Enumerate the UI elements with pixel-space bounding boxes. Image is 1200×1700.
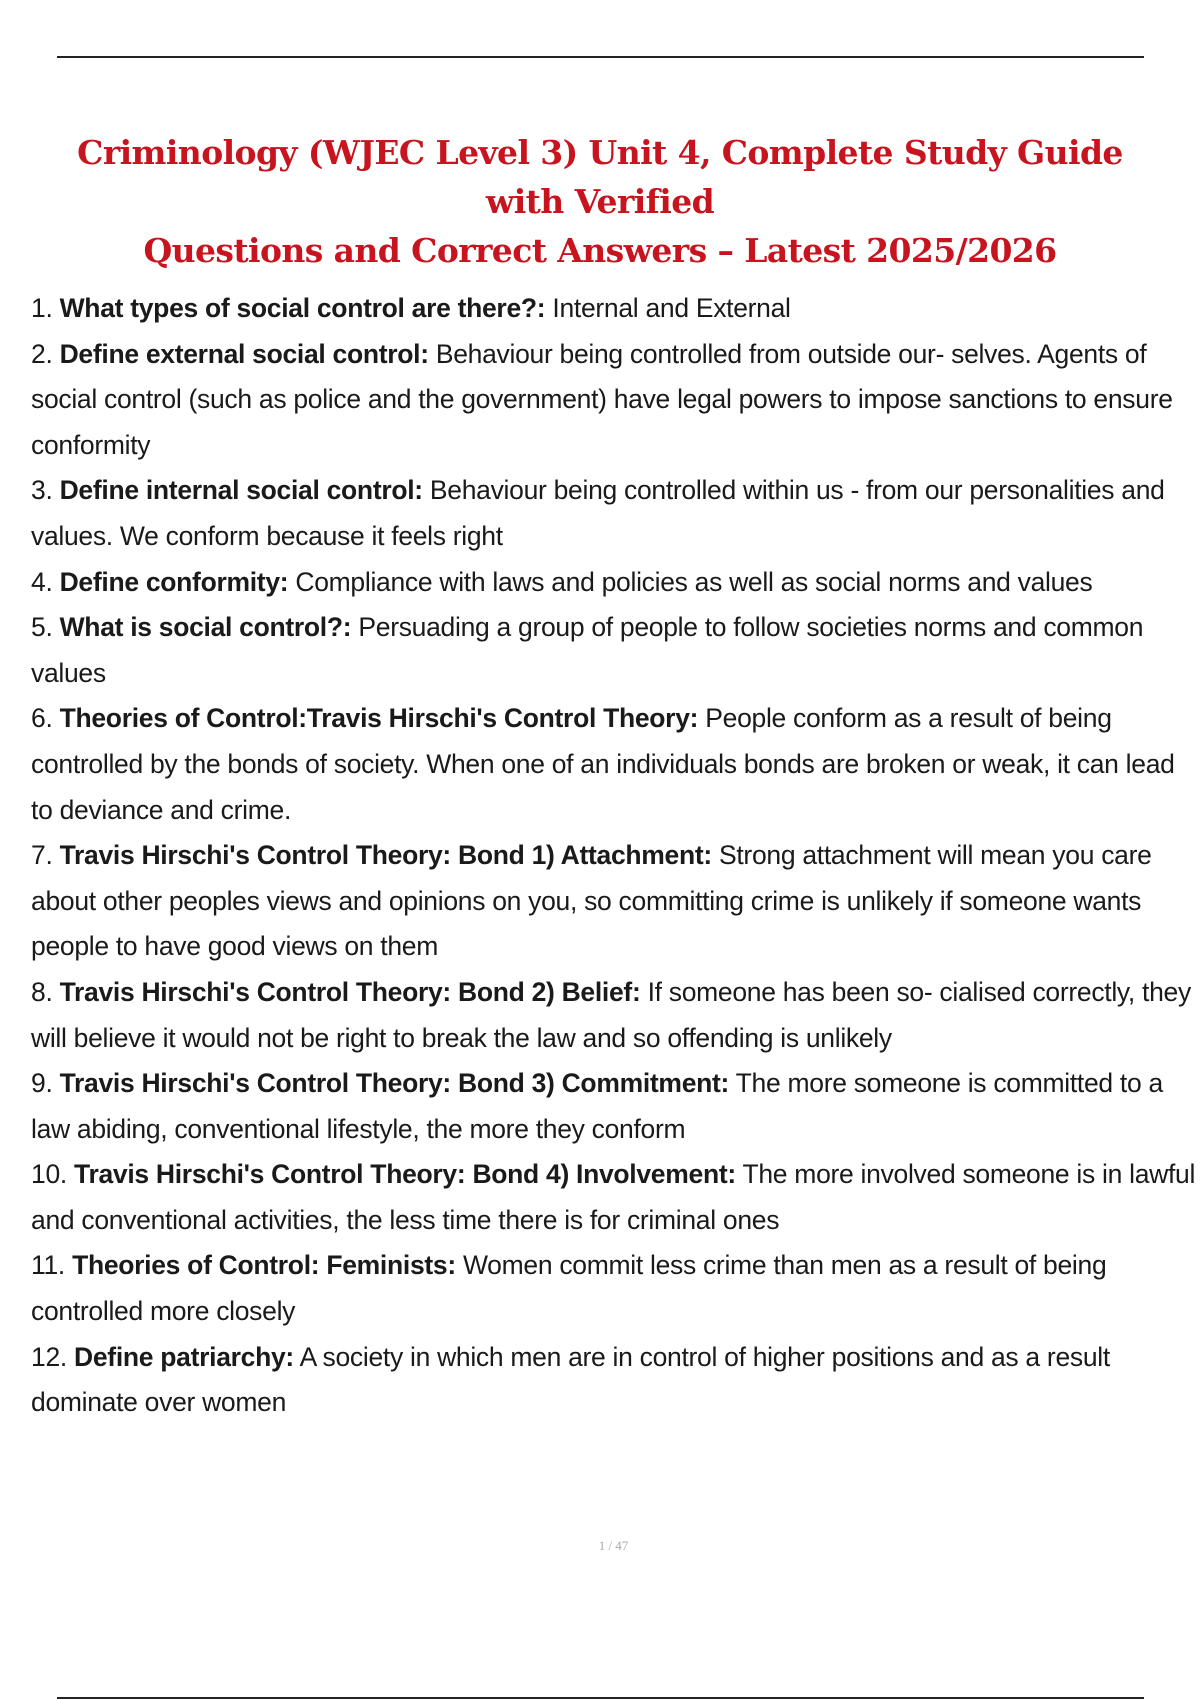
item-number: 12. <box>31 1341 67 1372</box>
item-question: What types of social control are there?: <box>59 293 546 323</box>
item-question: Define patriarchy: <box>74 1341 294 1372</box>
document-title <box>40 128 1160 275</box>
item-number: 1. <box>31 293 53 323</box>
top-rule <box>57 56 1144 58</box>
item-number: 10. <box>31 1159 67 1190</box>
item-answer: Behaviour being controlled from outside our- selves. Agents of social control (such as police and the government) have legal powers to impose sanctions to ensure conformity <box>31 338 1173 460</box>
title-line-2: Questions and Correct Answers – Latest 2025/2026 <box>143 231 1057 270</box>
item-question: Theories of Control:Travis Hirschi's Control Theory: <box>59 703 699 734</box>
item-answer: If someone has been so- cialised correctly, they will believe it would not be right to break the law and so offending is unlikely <box>31 976 1191 1053</box>
item-number: 8. <box>31 976 53 1007</box>
item-answer: The more involved someone is in lawful and conventional activities, the less time there is for criminal ones <box>31 1159 1196 1235</box>
item-number: 5. <box>31 612 53 643</box>
item-number: 4. <box>31 566 53 597</box>
item-number: 7. <box>31 840 53 871</box>
item-answer: The more someone is committed to a law abiding, conventional lifestyle, the more they conform <box>31 1068 1163 1144</box>
item-answer: Strong attachment will mean you care about other peoples views and opinions on you, so committing crime is unlikely if someone wants people to have good views on them <box>31 840 1152 962</box>
item-question: Travis Hirschi's Control Theory: Bond 2) Belief: <box>59 976 641 1007</box>
item-number: 11. <box>31 1250 65 1281</box>
qa-list <box>31 286 1196 1426</box>
item-answer: Women commit less crime than men as a result of being controlled more closely <box>31 1250 1107 1327</box>
qa-item-12 <box>31 1335 1196 1426</box>
qa-item-9 <box>31 1061 1196 1152</box>
item-number: 9. <box>31 1068 53 1099</box>
item-question: Travis Hirschi's Control Theory: Bond 4) Involvement: <box>74 1159 736 1190</box>
qa-item-8 <box>31 970 1196 1061</box>
item-answer: People conform as a result of being controlled by the bonds of society. When one of an individuals bonds are broken or weak, it can lead to deviance and crime. <box>31 703 1175 825</box>
qa-item-10 <box>31 1152 1196 1243</box>
item-question: Define external social control: <box>59 338 429 369</box>
item-answer: A society in which men are in control of higher positions and as a result dominate over women <box>31 1341 1110 1418</box>
item-answer: Internal and External <box>552 293 791 323</box>
qa-item-3 <box>31 468 1196 559</box>
qa-item-1 <box>31 286 1196 332</box>
item-question: What is social control?: <box>59 612 352 643</box>
qa-item-4 <box>31 560 1196 606</box>
qa-item-11 <box>31 1243 1196 1334</box>
item-answer: Compliance with laws and policies as well as social norms and values <box>295 566 1093 597</box>
qa-item-6 <box>31 696 1196 833</box>
item-number: 6. <box>31 703 53 734</box>
page-number: 1 / 47 <box>598 1538 629 1553</box>
qa-item-2 <box>31 332 1196 469</box>
qa-item-5 <box>31 605 1196 696</box>
qa-item-7 <box>31 833 1196 970</box>
item-answer: Behaviour being controlled within us - from our personalities and values. We conform because it feels right <box>31 475 1165 551</box>
title-line-1: Criminology (WJEC Level 3) Unit 4, Complete Study Guide with Verified <box>77 133 1123 221</box>
bottom-rule <box>57 1697 1144 1699</box>
item-question: Define internal social control: <box>59 475 423 506</box>
item-question: Define conformity: <box>59 566 289 597</box>
item-number: 2. <box>31 338 53 369</box>
item-answer: Persuading a group of people to follow societies norms and common values <box>31 612 1144 688</box>
item-number: 3. <box>31 475 53 506</box>
item-question: Theories of Control: Feminists: <box>72 1250 456 1281</box>
item-question: Travis Hirschi's Control Theory: Bond 1) Attachment: <box>59 840 712 871</box>
item-question: Travis Hirschi's Control Theory: Bond 3) Commitment: <box>59 1068 730 1099</box>
